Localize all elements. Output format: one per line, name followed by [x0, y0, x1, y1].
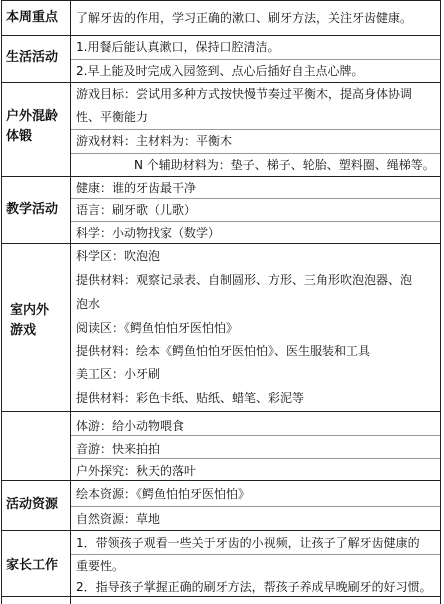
header-parent-work: 家长工作: [6, 558, 59, 573]
inner-separator: [71, 59, 440, 60]
header-games-line2: 游戏: [10, 323, 37, 338]
resources-line: 自然资源：草地: [76, 512, 161, 526]
table-border-left: [1, 0, 2, 604]
games-line: 提供材料：彩色卡纸、贴纸、蜡笔、彩泥等: [76, 391, 305, 405]
games2-line: 户外探究：秋天的落叶: [76, 464, 197, 478]
life-line: 1.用餐后能认真漱口，保持口腔清洁。: [76, 40, 280, 54]
header-games-line1: 室内外: [10, 303, 50, 318]
outdoor-line: 性、平衡能力: [76, 110, 149, 124]
outdoor-line: N 个辅助材料为：垫子、梯子、轮胎、塑料圈、绳梯等。: [134, 158, 435, 172]
header-weekly-focus: 本周重点: [6, 10, 59, 25]
header-outdoor-exercise-line2: 体锻: [6, 129, 33, 144]
inner-separator: [71, 458, 440, 459]
table-border-right: [440, 0, 441, 604]
row-border: [1, 596, 441, 597]
parents-line: 1．带领孩子观看一些关于牙齿的小视频，让孩子了解牙齿健康的: [76, 536, 420, 550]
row-border: [1, 411, 441, 412]
table-column-divider: [70, 0, 71, 604]
inner-separator: [71, 153, 440, 154]
outdoor-line: 游戏材料：主材料为：平衡木: [76, 134, 233, 148]
parents-line: 2．指导孩子掌握正确的刷牙方法，帮孩子养成早晚刷牙的好习惯。: [76, 580, 432, 594]
games-line: 阅读区：《鳄鱼怕怕牙医怕怕》: [76, 321, 239, 335]
games2-line: 体游：给小动物喂食: [76, 419, 185, 433]
header-activity-resources: 活动资源: [6, 497, 59, 512]
teaching-line: 语言：刷牙歌（儿歌）: [76, 203, 197, 217]
inner-separator: [71, 506, 440, 507]
parents-line: 重要性。: [76, 559, 125, 573]
row-border: [1, 480, 441, 481]
games-line: 提供材料：绘本《鳄鱼怕怕牙医怕怕》、医生服装和工具: [76, 344, 371, 358]
header-teaching-activities: 教学活动: [6, 202, 59, 217]
life-line: 2.早上能及时完成入园签到、点心后插好自主点心牌。: [76, 64, 364, 78]
games-line: 提供材料：观察记录表、自制圆形、方形、三角形吹泡泡器、泡: [76, 273, 413, 287]
row-border: [1, 0, 441, 1]
inner-separator: [71, 221, 440, 222]
row-border: [1, 82, 441, 83]
header-life-activities: 生活活动: [6, 50, 59, 65]
outdoor-line: 游戏目标：尝试用多种方式按快慢节奏过平衡木，提高身体协调: [76, 87, 413, 101]
teaching-line: 健康：谁的牙齿最干净: [76, 181, 197, 195]
focus-text: 了解牙齿的作用，学习正确的漱口、刷牙方法，关注牙齿健康。: [76, 11, 413, 25]
inner-separator: [71, 129, 440, 130]
resources-line: 绘本资源：《鳄鱼怕怕牙医怕怕》: [76, 487, 251, 501]
games-line: 泡水: [76, 297, 101, 311]
teaching-line: 科学：小动物找家（数学）: [76, 226, 221, 240]
row-border: [1, 530, 441, 531]
row-border: [1, 35, 441, 36]
row-border: [1, 176, 441, 177]
games-line: 科学区：吹泡泡: [76, 249, 161, 263]
games2-line: 音游：快来拍拍: [76, 442, 161, 456]
games-line: 美工区：小牙刷: [76, 367, 161, 381]
inner-separator: [71, 554, 440, 555]
inner-separator: [71, 198, 440, 199]
header-outdoor-exercise-line1: 户外混龄: [6, 109, 59, 124]
row-border: [1, 243, 441, 244]
inner-separator: [71, 435, 440, 436]
